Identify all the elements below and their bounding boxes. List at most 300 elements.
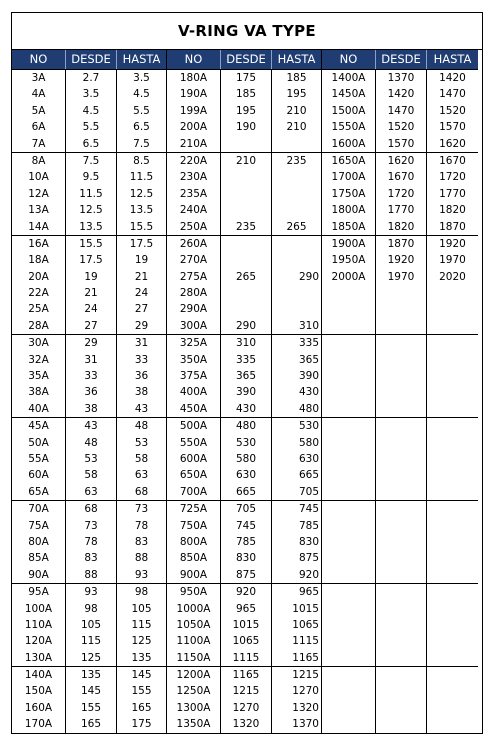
row-group [167, 152, 321, 235]
cell-desde [375, 633, 426, 649]
table-row [12, 650, 166, 666]
table-row [167, 202, 321, 218]
row-group [12, 583, 166, 666]
cell-hasta: 235 [271, 153, 321, 169]
cell-no: 110A [24, 618, 53, 631]
cell-no: 95A [28, 586, 49, 599]
cell-no: 1750A [331, 187, 366, 200]
header-hasta: HASTA [271, 50, 321, 69]
cell-no: 12A [28, 187, 49, 200]
cell-hasta: 53 [116, 435, 166, 451]
table-row [322, 534, 478, 550]
table-row [322, 716, 478, 732]
table-row [167, 401, 321, 417]
cell-hasta: 785 [271, 518, 321, 534]
table-row [12, 401, 166, 417]
table-row [322, 435, 478, 451]
table-row [12, 584, 166, 600]
cell-desde: 195 [220, 103, 271, 119]
cell-no [322, 716, 375, 732]
cell-no: 180A [179, 72, 208, 84]
table-row [12, 451, 166, 467]
cell-desde: 1820 [375, 219, 426, 235]
cell-desde [375, 435, 426, 451]
cell-hasta: 105 [116, 601, 166, 617]
table-row [322, 384, 478, 400]
table-row [12, 169, 166, 185]
cell-desde [375, 368, 426, 384]
cell-desde [375, 501, 426, 517]
table-row [322, 484, 478, 500]
column-block-3 [321, 50, 478, 733]
cell-hasta: 1820 [426, 202, 478, 218]
cell-no [322, 435, 375, 451]
cell-hasta: 1165 [271, 650, 321, 666]
cell-no: 900A [179, 568, 208, 581]
cell-no [322, 667, 375, 683]
cell-no: 260A [179, 237, 208, 250]
table-row [322, 202, 478, 218]
cell-no: 400A [179, 386, 208, 399]
header-row [322, 50, 478, 69]
cell-hasta [426, 601, 478, 617]
table-row [322, 667, 478, 683]
row-group [167, 500, 321, 583]
row-group [167, 666, 321, 733]
table-row [167, 484, 321, 500]
cell-hasta: 665 [271, 467, 321, 483]
table-row [167, 252, 321, 268]
cell-no [322, 550, 375, 566]
cell-desde: 83 [65, 550, 116, 566]
table-row [322, 285, 478, 301]
cell-desde [375, 550, 426, 566]
cell-hasta: 38 [116, 384, 166, 400]
cell-no [322, 418, 375, 434]
table-row [322, 335, 478, 351]
table-row [167, 70, 321, 86]
cell-no: 800A [179, 535, 208, 548]
cell-desde: 31 [65, 352, 116, 368]
header-no: NO [339, 52, 358, 66]
row-group [167, 69, 321, 152]
table-row [167, 650, 321, 666]
cell-hasta: 965 [271, 584, 321, 600]
table-row [167, 501, 321, 517]
cell-no [322, 617, 375, 633]
table-row [12, 384, 166, 400]
cell-hasta [426, 683, 478, 699]
table-row [167, 584, 321, 600]
cell-desde [375, 318, 426, 334]
cell-hasta: 31 [116, 335, 166, 351]
cell-desde: 830 [220, 550, 271, 566]
cell-hasta: 1420 [426, 70, 478, 86]
cell-desde [375, 352, 426, 368]
table-row [322, 567, 478, 583]
table-row [322, 70, 478, 86]
table-row [12, 285, 166, 301]
table-row [12, 518, 166, 534]
cell-desde: 665 [220, 484, 271, 500]
cell-desde [375, 451, 426, 467]
cell-no: 1900A [331, 237, 366, 250]
cell-hasta: 705 [271, 484, 321, 500]
row-group [12, 666, 166, 733]
table-row [167, 103, 321, 119]
header-no: NO [184, 52, 203, 66]
cell-hasta: 11.5 [116, 169, 166, 185]
table-row [322, 584, 478, 600]
cell-no: 750A [179, 519, 208, 532]
cell-desde [375, 584, 426, 600]
cell-desde: 38 [65, 401, 116, 417]
table-row [322, 683, 478, 699]
table-row [12, 418, 166, 434]
cell-no [322, 584, 375, 600]
table-row [322, 700, 478, 716]
table-row [322, 550, 478, 566]
cell-hasta: 630 [271, 451, 321, 467]
cell-no: 38A [28, 386, 49, 399]
cell-desde: 93 [65, 584, 116, 600]
cell-hasta [426, 467, 478, 483]
cell-desde: 7.5 [65, 153, 116, 169]
cell-no: 280A [179, 287, 208, 300]
table-row [322, 418, 478, 434]
cell-hasta: 63 [116, 467, 166, 483]
cell-desde: 68 [65, 501, 116, 517]
cell-no: 35A [28, 370, 49, 383]
table-row [12, 335, 166, 351]
cell-no: 140A [24, 669, 53, 682]
cell-no: 30A [28, 337, 49, 350]
cell-desde: 785 [220, 534, 271, 550]
cell-no: 20A [28, 270, 49, 283]
cell-desde [375, 384, 426, 400]
cell-desde: 78 [65, 534, 116, 550]
table-row [322, 186, 478, 202]
cell-desde: 265 [220, 269, 271, 285]
cell-hasta [426, 518, 478, 534]
cell-hasta: 88 [116, 550, 166, 566]
cell-no: 13A [28, 204, 49, 217]
cell-hasta: 58 [116, 451, 166, 467]
cell-hasta: 195 [271, 86, 321, 102]
cell-desde: 36 [65, 384, 116, 400]
cell-hasta [426, 384, 478, 400]
cell-hasta: 155 [116, 683, 166, 699]
cell-no: 1950A [331, 254, 366, 267]
cell-desde: 1470 [375, 103, 426, 119]
cell-no: 5A [31, 104, 46, 117]
cell-hasta: 8.5 [116, 153, 166, 169]
cell-desde: 630 [220, 467, 271, 483]
cell-hasta: 210 [271, 103, 321, 119]
row-group [12, 152, 166, 235]
table-row [167, 384, 321, 400]
cell-no [322, 567, 375, 583]
cell-desde [375, 335, 426, 351]
cell-no [322, 401, 375, 417]
cell-no: 90A [28, 568, 49, 581]
cell-hasta: 1370 [271, 716, 321, 732]
table-row [167, 601, 321, 617]
cell-desde: 63 [65, 484, 116, 500]
cell-hasta: 1065 [271, 617, 321, 633]
cell-desde [375, 617, 426, 633]
cell-no: 1800A [331, 204, 366, 217]
cell-desde [375, 401, 426, 417]
cell-hasta: 21 [116, 269, 166, 285]
cell-no: 1650A [331, 154, 366, 167]
cell-hasta: 1470 [426, 86, 478, 102]
column-block-2 [166, 50, 321, 733]
table-row [322, 352, 478, 368]
table-row [167, 518, 321, 534]
cell-hasta: 185 [271, 70, 321, 86]
cell-desde: 48 [65, 435, 116, 451]
table-row [167, 285, 321, 301]
cell-desde [375, 418, 426, 434]
table-row [12, 534, 166, 550]
cell-no: 18A [28, 254, 49, 267]
cell-no: 70A [28, 503, 49, 516]
cell-desde: 175 [220, 70, 271, 86]
row-group [12, 500, 166, 583]
cell-desde: 530 [220, 435, 271, 451]
cell-hasta [271, 301, 321, 317]
cell-desde: 1920 [375, 252, 426, 268]
table-row [167, 136, 321, 152]
cell-desde: 1670 [375, 169, 426, 185]
cell-hasta: 830 [271, 534, 321, 550]
cell-desde [220, 236, 271, 252]
cell-hasta [426, 318, 478, 334]
table-row [322, 252, 478, 268]
cell-hasta [271, 236, 321, 252]
cell-hasta: 125 [116, 633, 166, 649]
table-row [12, 368, 166, 384]
row-group [12, 334, 166, 417]
cell-desde: 98 [65, 601, 116, 617]
cell-no: 45A [28, 420, 49, 433]
table-row [322, 318, 478, 334]
row-group [167, 417, 321, 500]
cell-hasta: 265 [271, 219, 321, 235]
cell-desde: 365 [220, 368, 271, 384]
cell-no: 250A [179, 220, 208, 233]
table-row [322, 136, 478, 152]
cell-no: 290A [179, 303, 208, 316]
cell-desde [220, 301, 271, 317]
cell-no: 120A [24, 635, 53, 648]
cell-hasta [426, 550, 478, 566]
cell-desde [375, 518, 426, 534]
cell-no: 75A [28, 519, 49, 532]
cell-hasta [271, 169, 321, 185]
table-row [167, 318, 321, 334]
cell-desde: 3.5 [65, 86, 116, 102]
table-row [322, 86, 478, 102]
row-group [322, 583, 478, 666]
cell-desde [220, 202, 271, 218]
cell-no: 55A [28, 452, 49, 465]
cell-hasta: 43 [116, 401, 166, 417]
cell-hasta [426, 418, 478, 434]
row-group [167, 235, 321, 334]
cell-desde [375, 567, 426, 583]
cell-hasta [426, 633, 478, 649]
cell-no: 190A [179, 88, 208, 101]
cell-desde: 58 [65, 467, 116, 483]
cell-no: 1700A [331, 171, 366, 184]
cell-hasta: 83 [116, 534, 166, 550]
cell-no: 22A [28, 287, 49, 300]
table-row [12, 236, 166, 252]
cell-hasta: 1720 [426, 169, 478, 185]
cell-desde: 580 [220, 451, 271, 467]
cell-no: 160A [24, 701, 53, 714]
cell-no: 325A [179, 337, 208, 350]
cell-no [322, 384, 375, 400]
cell-hasta: 165 [116, 700, 166, 716]
cell-hasta [426, 335, 478, 351]
cell-no: 1050A [176, 618, 211, 631]
cell-no [322, 633, 375, 649]
cell-desde [220, 169, 271, 185]
cell-no: 1250A [176, 685, 211, 698]
cell-hasta: 6.5 [116, 119, 166, 135]
table-row [12, 550, 166, 566]
cell-no: 100A [24, 602, 53, 615]
header-desde: DESDE [65, 50, 116, 69]
cell-hasta: 1115 [271, 633, 321, 649]
cell-no: 32A [28, 353, 49, 366]
cell-hasta [271, 136, 321, 152]
table-row [12, 567, 166, 583]
cell-desde [220, 285, 271, 301]
table-row [12, 186, 166, 202]
cell-hasta: 175 [116, 716, 166, 732]
table-row [12, 667, 166, 683]
cell-no [322, 650, 375, 666]
cell-hasta [426, 301, 478, 317]
cell-desde [375, 700, 426, 716]
column-block-1 [12, 50, 166, 733]
cell-desde: 15.5 [65, 236, 116, 252]
table-row [12, 70, 166, 86]
cell-desde: 965 [220, 601, 271, 617]
cell-desde: 19 [65, 269, 116, 285]
cell-hasta: 4.5 [116, 86, 166, 102]
cell-desde: 235 [220, 219, 271, 235]
cell-hasta [426, 352, 478, 368]
cell-desde [375, 301, 426, 317]
cell-hasta: 1270 [271, 683, 321, 699]
cell-hasta: 5.5 [116, 103, 166, 119]
table-row [167, 335, 321, 351]
table-row [12, 86, 166, 102]
cell-no: 1000A [176, 602, 211, 615]
table-row [12, 484, 166, 500]
cell-no: 220A [179, 154, 208, 167]
cell-no: 1550A [331, 121, 366, 134]
cell-hasta: 1570 [426, 119, 478, 135]
cell-desde: 13.5 [65, 219, 116, 235]
cell-desde: 1065 [220, 633, 271, 649]
table-row [12, 269, 166, 285]
cell-no [322, 335, 375, 351]
table-row [12, 501, 166, 517]
cell-hasta [426, 716, 478, 732]
table-row [167, 86, 321, 102]
cell-no: 275A [179, 270, 208, 283]
cell-desde [375, 716, 426, 732]
cell-no: 350A [179, 353, 208, 366]
cell-desde: 875 [220, 567, 271, 583]
header-no: NO [29, 52, 48, 66]
cell-hasta: 745 [271, 501, 321, 517]
table-row [12, 601, 166, 617]
table-row [167, 269, 321, 285]
cell-desde [375, 285, 426, 301]
table-row [167, 683, 321, 699]
cell-no: 450A [179, 402, 208, 415]
cell-hasta: 580 [271, 435, 321, 451]
table-row [322, 601, 478, 617]
cell-hasta: 145 [116, 667, 166, 683]
cell-hasta [426, 435, 478, 451]
header-desde: DESDE [375, 50, 426, 69]
header-row [12, 50, 166, 69]
table-row [167, 352, 321, 368]
table-row [167, 368, 321, 384]
cell-no: 1450A [331, 88, 366, 101]
cell-hasta [426, 484, 478, 500]
cell-desde: 27 [65, 318, 116, 334]
table-row [167, 169, 321, 185]
cell-no: 500A [179, 420, 208, 433]
cell-desde: 1870 [375, 236, 426, 252]
cell-hasta: 15.5 [116, 219, 166, 235]
cell-desde: 88 [65, 567, 116, 583]
table-row [12, 301, 166, 317]
cell-hasta: 1215 [271, 667, 321, 683]
cell-no [322, 484, 375, 500]
cell-hasta: 920 [271, 567, 321, 583]
cell-desde: 43 [65, 418, 116, 434]
table-row [12, 716, 166, 732]
cell-hasta: 29 [116, 318, 166, 334]
cell-hasta [426, 285, 478, 301]
table-row [167, 435, 321, 451]
cell-no [322, 301, 375, 317]
cell-no: 300A [179, 319, 208, 332]
cell-hasta: 210 [271, 119, 321, 135]
cell-hasta [426, 650, 478, 666]
cell-hasta [426, 584, 478, 600]
cell-desde: 12.5 [65, 202, 116, 218]
header-hasta: HASTA [426, 50, 478, 69]
cell-no: 700A [179, 485, 208, 498]
table-row [167, 119, 321, 135]
table-row [167, 418, 321, 434]
cell-no: 16A [28, 237, 49, 250]
table-row [322, 650, 478, 666]
cell-no [322, 285, 375, 301]
cell-hasta: 68 [116, 484, 166, 500]
